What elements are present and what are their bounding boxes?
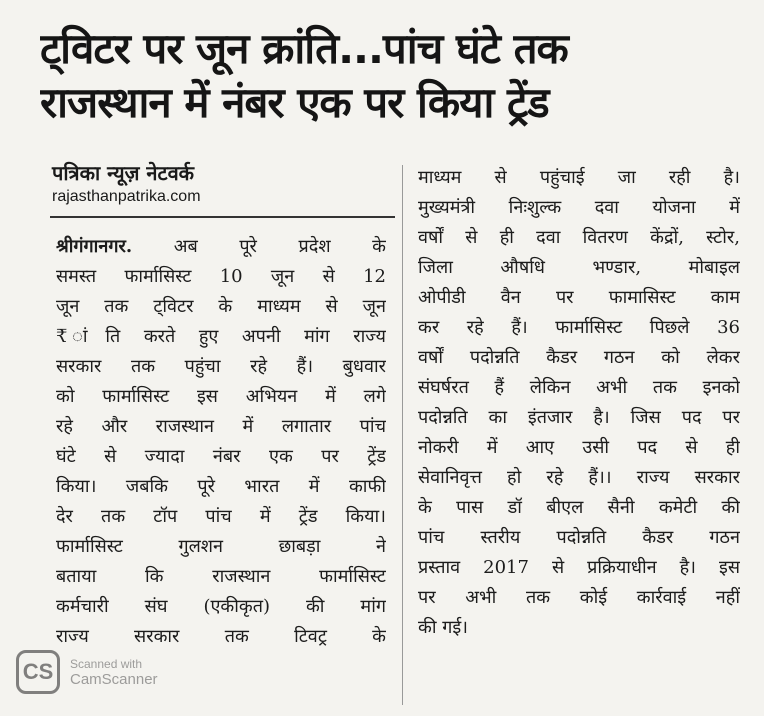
article-column-right bbox=[418, 163, 740, 643]
article-line: पांच स्तरीय पदोन्नति कैडर गठन bbox=[418, 527, 740, 548]
column-divider bbox=[402, 165, 403, 705]
article-line: समस्त फार्मासिस्ट 10 जून से 12 bbox=[56, 266, 386, 287]
article-line: प्रस्ताव 2017 से प्रक्रियाधीन है। इस bbox=[418, 557, 740, 578]
article-line: मुख्यमंत्री निःशुल्क दवा योजना में bbox=[418, 197, 740, 218]
article-line: जून तक ट्विटर के माध्यम से जून bbox=[56, 296, 386, 317]
article-line: संघर्षरत हैं लेकिन अभी तक इनको bbox=[418, 377, 740, 398]
headline-line-1: ट्विटर पर जून क्रांति...पांच घंटे तक bbox=[40, 24, 568, 73]
article-line: रहे और राजस्थान में लगातार पांच bbox=[56, 416, 386, 437]
byline-rule bbox=[50, 216, 395, 218]
byline bbox=[52, 160, 402, 208]
article-line: की गई। bbox=[418, 617, 469, 638]
headline bbox=[40, 22, 740, 130]
article-line: फार्मासिस्ट गुलशन छाबड़ा ने bbox=[56, 536, 386, 557]
article-line: सेवानिवृत्त हो रहे हैं।। राज्य सरकार bbox=[418, 467, 740, 488]
article-line: राज्य सरकार तक टिवट्र के bbox=[56, 626, 386, 647]
article-line: नोकरी में आए उसी पद से ही bbox=[418, 437, 740, 458]
article-line: पदोन्नति का इंतजार है। जिस पद पर bbox=[418, 407, 740, 428]
article-text: अब पूरे प्रदेश के bbox=[132, 236, 386, 257]
article-line: वर्षों पदोन्नति कैडर गठन को लेकर bbox=[418, 347, 740, 368]
article-line: बताया कि राजस्थान फार्मासिस्ट bbox=[56, 566, 386, 587]
article-line: ओपीडी वैन पर फामासिस्ट काम bbox=[418, 287, 740, 308]
article-line: किया। जबकि पूरे भारत में काफी bbox=[56, 476, 386, 497]
article-line: सरकार तक पहुंचा रहे हैं। बुधवार bbox=[56, 356, 386, 377]
camscanner-line-2: CamScanner bbox=[70, 671, 158, 688]
article-line: कर रहे हैं। फार्मासिस्ट पिछले 36 bbox=[418, 317, 740, 338]
article-line: पर अभी तक कोई कार्रवाई नहीं bbox=[418, 587, 740, 608]
article-line: घंटे से ज्यादा नंबर एक पर ट्रेंड bbox=[56, 446, 386, 467]
headline-line-2: राजस्थान में नंबर एक पर किया ट्रेंड bbox=[40, 78, 549, 127]
camscanner-line-1: Scanned with bbox=[70, 657, 143, 671]
article-line bbox=[56, 232, 386, 262]
article-line: को फार्मासिस्ट इस अभियन में लगे bbox=[56, 386, 386, 407]
article-line: जिला औषधि भण्डार, मोबाइल bbox=[418, 257, 740, 278]
article-line: के पास डॉ बीएल सैनी कमेटी की bbox=[418, 497, 740, 518]
byline-organization: पत्रिका न्यूज़ नेटवर्क bbox=[52, 161, 195, 185]
article-line: देर तक टॉप पांच में ट्रेंड किया। bbox=[56, 506, 386, 527]
article-column-left bbox=[56, 232, 386, 652]
dateline: श्रीगंगानगर. bbox=[56, 236, 133, 257]
article-line: कर्मचारी संघ (एकीकृत) की मांग bbox=[56, 596, 386, 617]
camscanner-text bbox=[70, 656, 158, 688]
camscanner-watermark bbox=[16, 650, 158, 694]
byline-website: rajasthanpatrika.com bbox=[52, 188, 201, 205]
article-line: वर्षों से ही दवा वितरण केंद्रों, स्टोर, bbox=[418, 227, 740, 248]
article-line: माध्यम से पहुंचाई जा रही है। bbox=[418, 167, 740, 188]
article-line: ₹ ांति करते हुए अपनी मांग राज्य bbox=[56, 326, 386, 347]
camscanner-logo: CS bbox=[16, 650, 60, 694]
